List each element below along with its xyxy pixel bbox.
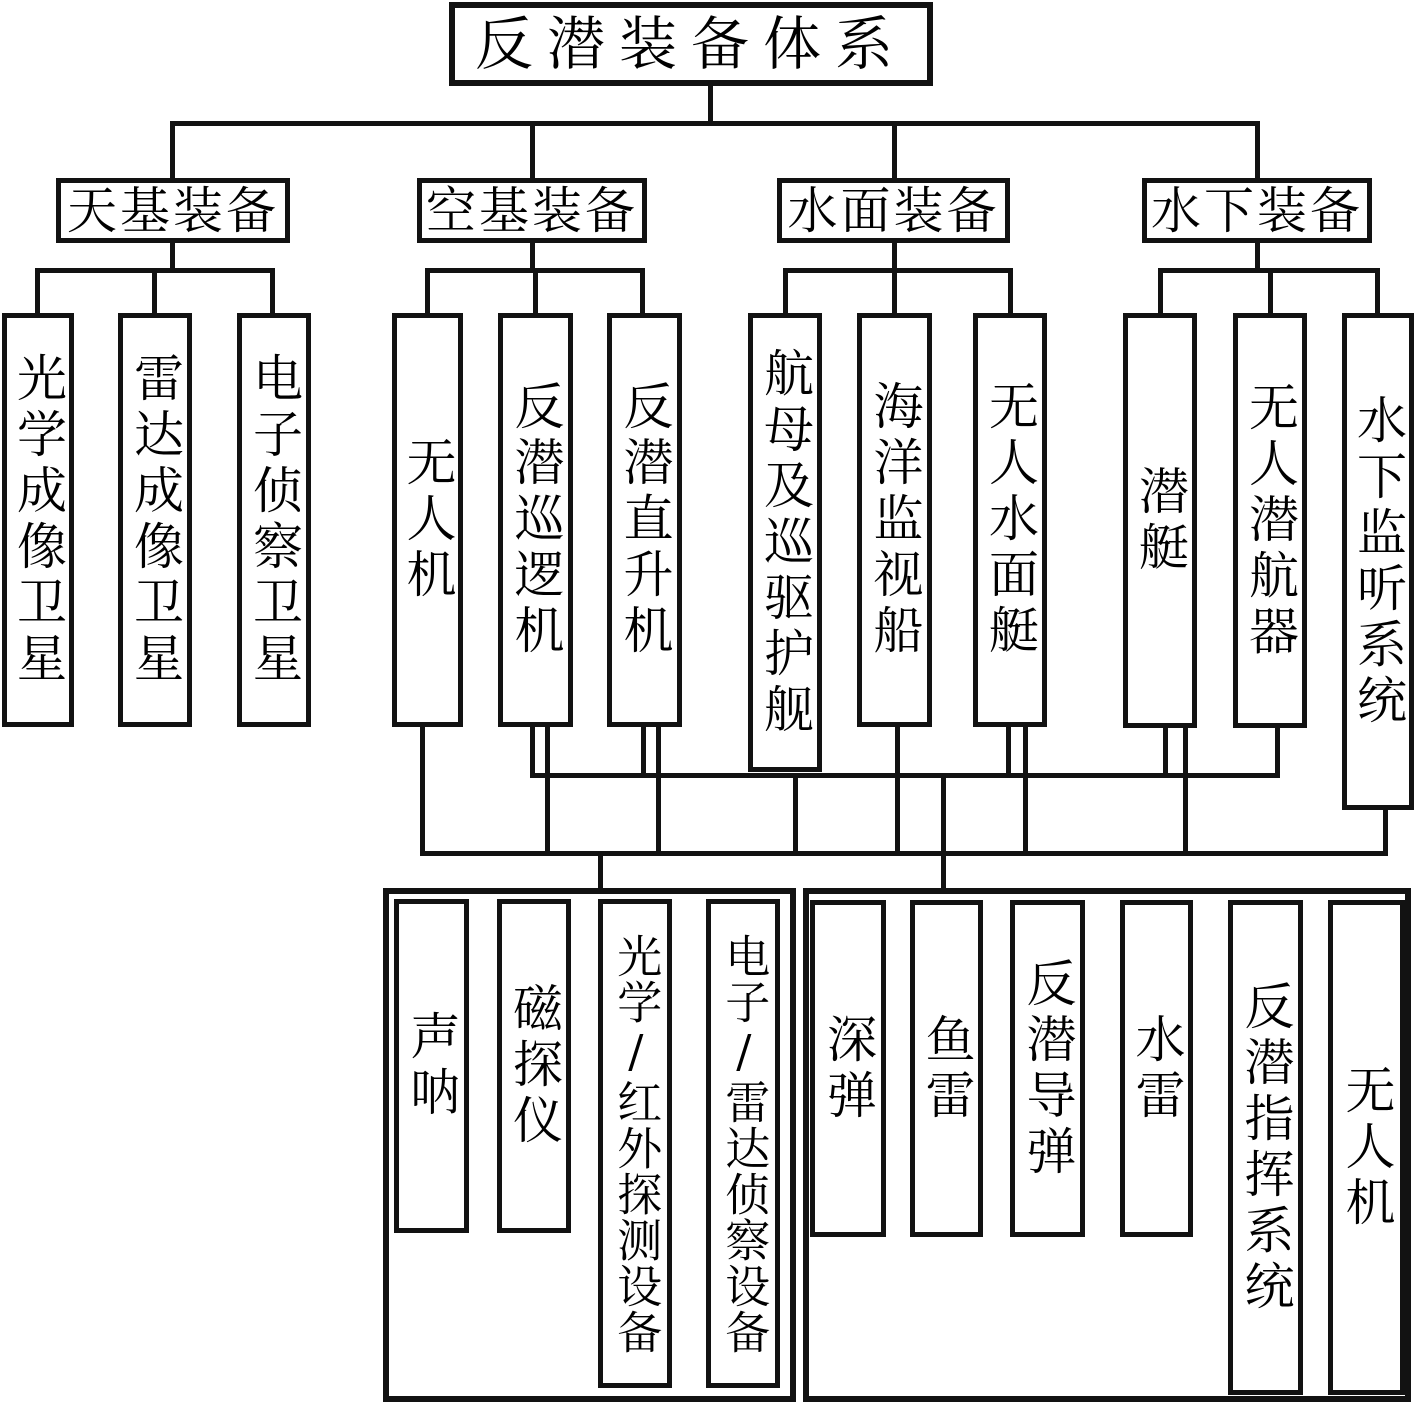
- connector-drop-surface: [892, 124, 897, 178]
- node-air-based: 空基装备: [417, 178, 647, 243]
- connector-stem-space-based: [170, 241, 175, 271]
- connector-drop-sensors-group: [598, 851, 603, 893]
- connector-drop-optical-satellite: [35, 271, 40, 313]
- connector-helicopter-to-lower-bus: [656, 725, 661, 856]
- connector-listening-system-to-lower-bus: [1383, 806, 1388, 856]
- node-sonar: 声呐: [394, 899, 469, 1233]
- connector-stem-surface: [892, 241, 897, 271]
- node-asw-missile: 反潜导弹: [1010, 900, 1085, 1237]
- node-electronic-radar-recon: 电子/雷达侦察设备: [706, 899, 780, 1388]
- connector-drop-carrier: [783, 271, 788, 313]
- node-optical-infrared-detection: 光学/红外探测设备: [598, 899, 672, 1388]
- connector-drop-space-based: [170, 124, 175, 178]
- connector-uav-to-lower-bus: [420, 725, 425, 856]
- connector-patrol-aircraft-to-upper-bus: [530, 725, 535, 778]
- node-asw-command-system: 反潜指挥系统: [1228, 900, 1303, 1395]
- connector-uuv-to-upper-bus: [1275, 726, 1280, 778]
- connector-stem-underwater: [1255, 241, 1260, 271]
- node-optical-imaging-satellite: 光学成像卫星: [2, 313, 74, 727]
- node-uav-weapon: 无人机: [1328, 900, 1405, 1395]
- connector-drop-underwater: [1255, 124, 1260, 178]
- connector-tier1-bus: [170, 121, 1260, 126]
- connector-submarine-to-upper-bus: [1163, 726, 1168, 778]
- node-space-based: 天基装备: [56, 178, 290, 243]
- node-uav: 无人机: [392, 313, 463, 727]
- node-asw-helicopter: 反潜直升机: [607, 313, 682, 727]
- connector-usv-to-lower-bus: [1023, 725, 1028, 856]
- connector-lower-payload-bus: [420, 851, 1388, 856]
- node-carrier-and-escorts: 航母及巡驱护舰: [748, 313, 822, 772]
- connector-patrol-aircraft-to-lower-bus: [545, 725, 550, 856]
- connector-bus-surface-children: [783, 268, 1013, 273]
- node-uuv: 无人潜航器: [1233, 313, 1307, 728]
- connector-stem-air-based: [530, 241, 535, 271]
- connector-surveillance-ship-to-buses: [895, 725, 900, 856]
- connector-root-stem: [708, 84, 713, 124]
- connector-drop-usv: [1008, 271, 1013, 313]
- node-torpedo: 鱼雷: [910, 900, 983, 1237]
- node-submarine: 潜艇: [1123, 313, 1197, 728]
- node-elint-satellite: 电子侦察卫星: [237, 313, 311, 727]
- group-weapons: [803, 888, 1411, 1402]
- connector-drop-submarine: [1158, 271, 1163, 313]
- node-sea-mine: 水雷: [1120, 900, 1193, 1237]
- connector-submarine-to-lower-bus: [1183, 726, 1188, 856]
- node-surface: 水面装备: [777, 178, 1010, 243]
- node-radar-imaging-satellite: 雷达成像卫星: [118, 313, 192, 727]
- node-asw-patrol-aircraft: 反潜巡逻机: [498, 313, 573, 727]
- connector-drop-uav: [425, 271, 430, 313]
- connector-drop-surveillance-ship: [892, 271, 897, 313]
- node-ocean-surveillance-ship: 海洋监视船: [857, 313, 932, 727]
- connector-usv-to-upper-bus: [1006, 725, 1011, 778]
- connector-helicopter-to-upper-bus: [641, 725, 646, 778]
- connector-drop-weapons-group: [941, 773, 946, 893]
- connector-drop-air-based: [530, 124, 535, 178]
- connector-drop-uuv: [1268, 271, 1273, 313]
- node-root: 反潜装备体系: [449, 2, 933, 86]
- node-underwater: 水下装备: [1142, 178, 1372, 243]
- connector-drop-elint-satellite: [270, 271, 275, 313]
- connector-carrier-to-lower-bus: [793, 773, 798, 856]
- connector-drop-listening-system: [1375, 271, 1380, 313]
- connector-drop-patrol-aircraft: [533, 271, 538, 313]
- connector-drop-radar-satellite: [152, 271, 157, 313]
- node-depth-charge: 深弹: [810, 900, 886, 1237]
- connector-drop-helicopter: [640, 271, 645, 313]
- node-unmanned-surface-vessel: 无人水面艇: [973, 313, 1047, 727]
- node-underwater-listening-system: 水下监听系统: [1342, 313, 1414, 810]
- node-magnetic-detector: 磁探仪: [497, 899, 571, 1233]
